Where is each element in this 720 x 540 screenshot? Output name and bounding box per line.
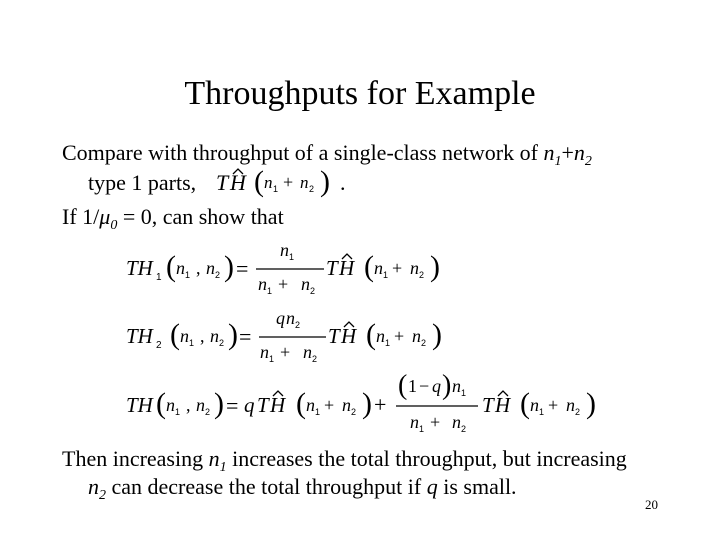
svg-text:n: n xyxy=(374,258,383,278)
svg-text:T: T xyxy=(482,393,494,417)
svg-text:q: q xyxy=(276,308,285,328)
svg-text:2: 2 xyxy=(351,407,357,417)
svg-text:): ) xyxy=(228,318,238,351)
svg-text:+: + xyxy=(392,258,403,278)
svg-text:(: ( xyxy=(166,250,176,283)
svg-text:1: 1 xyxy=(273,184,279,194)
svg-text:n: n xyxy=(530,395,539,415)
svg-text:T: T xyxy=(328,324,340,348)
svg-text:,: , xyxy=(200,326,205,346)
inline-formula xyxy=(216,164,338,200)
svg-text:n: n xyxy=(286,308,295,328)
svg-text:(: ( xyxy=(366,318,376,351)
compare-line-2 xyxy=(88,170,196,196)
svg-text:1: 1 xyxy=(185,270,191,280)
svg-text:1: 1 xyxy=(315,407,321,417)
svg-text:1: 1 xyxy=(419,424,425,434)
n2-var-2: n xyxy=(88,474,99,499)
svg-text:1: 1 xyxy=(289,252,295,262)
svg-text:H: H xyxy=(270,393,286,417)
mu-sub: 0 xyxy=(110,218,118,233)
n2-sub-2: 2 xyxy=(99,488,106,503)
svg-text:+: + xyxy=(430,412,441,432)
equation-3 xyxy=(126,370,606,440)
svg-text:2: 2 xyxy=(575,407,581,417)
svg-text:n: n xyxy=(301,274,310,294)
svg-text:2: 2 xyxy=(205,407,211,417)
svg-text:n: n xyxy=(210,326,219,346)
svg-text:(: ( xyxy=(520,387,530,420)
svg-text:): ) xyxy=(224,250,234,283)
svg-text:1: 1 xyxy=(461,388,467,398)
svg-text:n: n xyxy=(196,395,205,415)
svg-text:,: , xyxy=(196,258,201,278)
svg-text:+: + xyxy=(283,172,294,192)
svg-text:): ) xyxy=(432,318,442,351)
svg-text:n: n xyxy=(280,240,289,260)
equation-1 xyxy=(126,238,446,300)
svg-text:n: n xyxy=(342,395,351,415)
svg-text:n: n xyxy=(300,173,309,192)
svg-text:TH: TH xyxy=(126,324,153,348)
svg-text:): ) xyxy=(430,250,440,283)
svg-text:−: − xyxy=(419,376,430,396)
svg-text:(: ( xyxy=(156,387,166,420)
svg-text:): ) xyxy=(320,165,330,198)
svg-text:2: 2 xyxy=(156,340,162,351)
svg-text:(: ( xyxy=(364,250,374,283)
svg-text:): ) xyxy=(586,387,596,420)
svg-text:2: 2 xyxy=(309,184,315,194)
svg-text:2: 2 xyxy=(219,338,225,348)
svg-text:=: = xyxy=(239,324,252,349)
svg-text:H: H xyxy=(339,256,355,280)
n2-sub: 2 xyxy=(584,154,592,169)
svg-text:2: 2 xyxy=(310,286,316,296)
svg-text:+: + xyxy=(374,392,387,417)
svg-text:): ) xyxy=(362,387,372,420)
svg-text:1: 1 xyxy=(539,407,545,417)
mu-symbol: μ xyxy=(99,204,111,229)
svg-text:n: n xyxy=(376,326,385,346)
svg-text:n: n xyxy=(306,395,315,415)
svg-text:n: n xyxy=(258,274,267,294)
svg-text:TH: TH xyxy=(126,393,153,417)
equation-2 xyxy=(126,306,446,368)
svg-text:n: n xyxy=(303,342,312,362)
page-number: 20 xyxy=(645,497,658,512)
svg-text:n: n xyxy=(410,412,419,432)
svg-text:+: + xyxy=(278,274,289,294)
conclusion-text-1: Then increasing xyxy=(62,446,209,471)
svg-text:1: 1 xyxy=(189,338,195,348)
type-parts-text: type 1 parts, xyxy=(88,170,197,195)
svg-text:(: ( xyxy=(254,165,264,198)
svg-text:(: ( xyxy=(170,318,180,351)
n1-sub: 1 xyxy=(554,154,562,169)
svg-text:1: 1 xyxy=(408,376,417,396)
q-var: q xyxy=(426,474,438,499)
svg-text:2: 2 xyxy=(215,270,221,280)
svg-text:1: 1 xyxy=(156,272,162,283)
if-suffix: = 0, can show that xyxy=(117,204,284,229)
svg-text:): ) xyxy=(442,370,452,401)
conclusion-text-2: increases the total throughput, but increasing xyxy=(226,446,627,471)
if-line xyxy=(62,204,284,239)
svg-text:H: H xyxy=(341,324,357,348)
svg-text:2: 2 xyxy=(419,270,425,280)
svg-text:2: 2 xyxy=(312,354,318,364)
svg-text:2: 2 xyxy=(295,320,301,330)
svg-text:n: n xyxy=(206,258,215,278)
n1-sub-2: 1 xyxy=(219,460,227,475)
svg-text:TH: TH xyxy=(126,256,153,280)
svg-text:,: , xyxy=(186,395,191,415)
svg-text:(: ( xyxy=(398,370,408,401)
conclusion-text-3: can decrease the total throughput if xyxy=(106,474,427,499)
svg-text:1: 1 xyxy=(385,338,391,348)
svg-text:H: H xyxy=(230,170,246,195)
svg-text:n: n xyxy=(410,258,419,278)
slide-title: Throughputs for Example xyxy=(184,75,536,112)
svg-text:n: n xyxy=(260,342,269,362)
n1-var: n xyxy=(543,140,555,165)
svg-text:(: ( xyxy=(296,387,306,420)
conclusion-text-4: is small. xyxy=(437,474,517,499)
n1-var-2: n xyxy=(208,446,220,471)
svg-text:+: + xyxy=(280,342,291,362)
svg-text:T: T xyxy=(257,393,269,417)
svg-text:+: + xyxy=(394,326,405,346)
svg-text:n: n xyxy=(166,395,175,415)
svg-text:n: n xyxy=(264,173,273,192)
svg-text:n: n xyxy=(452,412,461,432)
svg-text:2: 2 xyxy=(461,424,467,434)
line2-period: . xyxy=(340,170,346,195)
svg-text:T: T xyxy=(216,170,229,195)
if-prefix: If 1/ xyxy=(62,204,100,229)
svg-text:n: n xyxy=(566,395,575,415)
conclusion-line-2 xyxy=(88,474,517,509)
svg-text:q: q xyxy=(244,393,255,417)
svg-text:n: n xyxy=(180,326,189,346)
svg-text:1: 1 xyxy=(269,354,275,364)
svg-text:+: + xyxy=(324,395,335,415)
svg-text:1: 1 xyxy=(383,270,389,280)
svg-text:1: 1 xyxy=(267,286,273,296)
svg-text:q: q xyxy=(432,376,441,396)
svg-text:T: T xyxy=(326,256,338,280)
svg-text:n: n xyxy=(452,376,461,396)
svg-text:+: + xyxy=(548,395,559,415)
svg-text:n: n xyxy=(412,326,421,346)
n2-var: n xyxy=(573,140,585,165)
svg-text:2: 2 xyxy=(421,338,427,348)
svg-text:1: 1 xyxy=(175,407,181,417)
compare-text: Compare with throughput of a single-class network of xyxy=(62,140,544,165)
plus-sign: + xyxy=(561,140,574,165)
svg-text:=: = xyxy=(236,256,249,281)
svg-text:H: H xyxy=(495,393,511,417)
svg-text:): ) xyxy=(214,387,224,420)
svg-text:n: n xyxy=(176,258,185,278)
svg-text:=: = xyxy=(226,393,239,418)
